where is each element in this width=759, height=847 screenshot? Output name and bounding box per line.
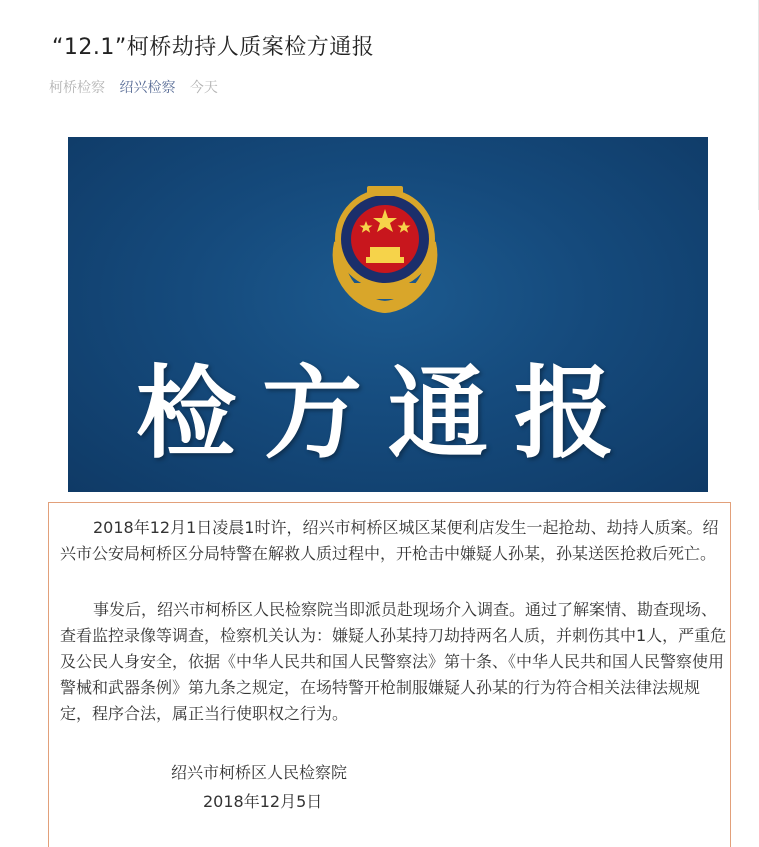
procuratorate-emblem-icon [320,173,450,313]
account-link[interactable]: 绍兴检察 [119,80,176,96]
body-paragraph-1: 2018年12月1日凌晨1时许，绍兴市柯桥区城区某便利店发生一起抢劫、劫持人质案。绍兴市公安局柯桥区分局特警在解救人质过程中，开枪击中嫌疑人孙某，孙某送医抢救后死亡。 [60,518,719,563]
author-name: 柯桥检察 [49,80,105,96]
banner-heading: 检方通报 [136,354,640,472]
banner-image [68,137,708,492]
publish-date: 今天 [189,80,218,96]
signature-date: 2018年12月5日 [203,792,323,811]
article-title: “12.1”柯桥劫持人质案检方通报 [52,35,375,60]
body-paragraph-2: 事发后，绍兴市柯桥区人民检察院当即派员赴现场介入调查。通过了解案情、勘查现场、查看监控录像等调查，检察机关认为：嫌疑人孙某持刀劫持两名人质，并刺伤其中1人，严重危及公民人身安全，依据《中华人民共和国人民警察法》第十条、《中华人民共和国人民警察使用警械和武器条例》第九条之规定，在场特警开枪制服嫌疑人孙某的行为符合相关法律法规规定，程序合法，属正当行使职权之行为。 [60,600,727,723]
signature-org: 绍兴市柯桥区人民检察院 [171,763,348,782]
article-meta [49,77,228,97]
